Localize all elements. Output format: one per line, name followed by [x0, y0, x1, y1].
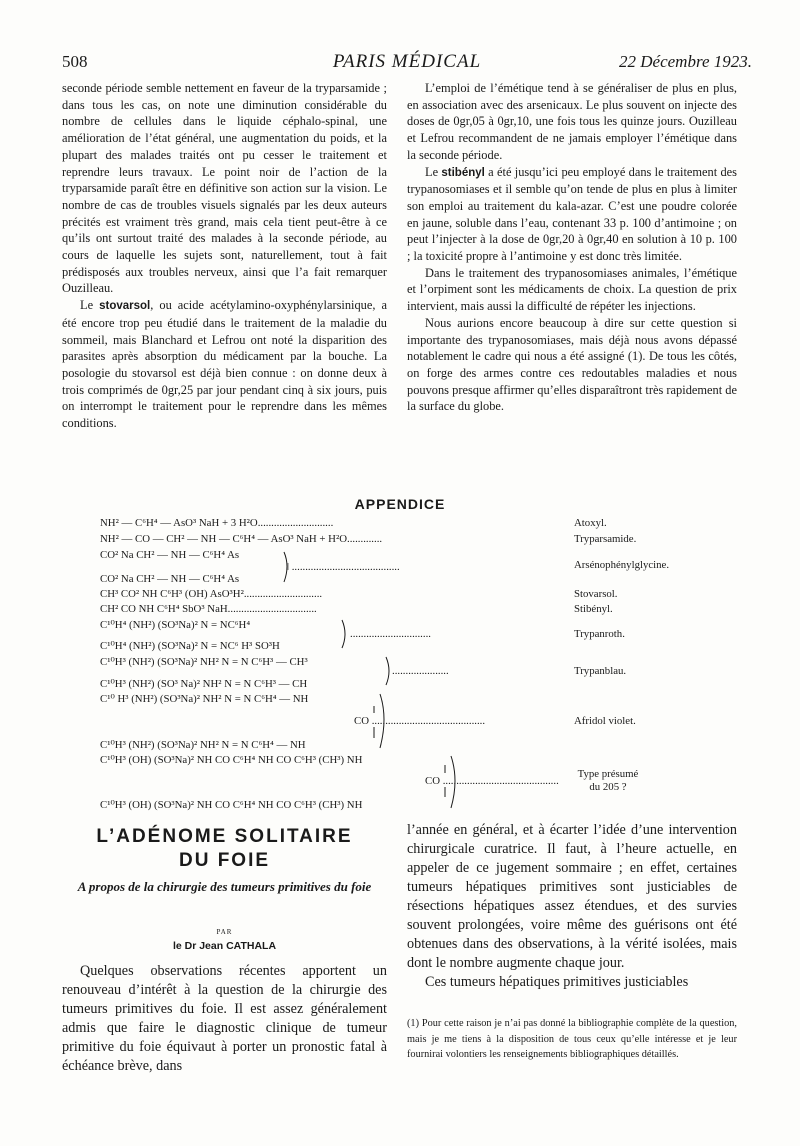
article-title-line2: DU FOIE: [178, 850, 271, 871]
paragraph: L’emploi de l’émétique tend à se généraliser de plus en plus, en association avec des arsenicaux. Le plus souvent on injecte des doses de 0gr,05 à 0gr,10, une fois tous les quinze jours. Ouzilleau et Lefrou recommandent de ne jamais employer l’émétique dans la seconde période.: [407, 81, 737, 162]
formula-205-2: C¹⁰H³ (OH) (SO³Na)² NH CO C⁶H⁴ NH CO C⁶H³ (CH³) NH: [100, 799, 363, 811]
formula-trypanroth-2: C¹⁰H⁴ (NH²) (SO³Na)² N = NC⁶ H³ SO³H: [100, 640, 280, 652]
label-afridol: Afridol violet.: [574, 715, 636, 727]
issue-date: 22 Décembre 1923.: [619, 52, 752, 71]
brace-arseno: [284, 552, 287, 582]
label-trypanblau: Trypanblau.: [574, 665, 627, 677]
brace-205: [451, 756, 455, 808]
brace-trypanblau: [386, 657, 389, 685]
paragraph: Dans le traitement des trypanosomiases animales, l’émétique et l’orpiment sont les médicaments de choix. La question de prix intervient, mais aussi la difficulté de répéter les injections.: [407, 265, 737, 314]
formula-stibenyl: CH² CO NH C⁶H⁴ SbO³ NaH.................................: [100, 603, 317, 615]
paragraph: l’année en général, et à écarter l’idée d’une intervention chirurgicale curatrice. Il faut, à l’heure actuelle, en appeler de ce jugement sommaire ; en effet, certaines tumeurs hépatiques primitives sont justiciables de résections hépatiques assez étendues, et des survies souvent prolongées, voire même des guérisons ont été obtenues dans des observations, à la vérité isolées, mais dont le nombre augmente chaque jour.: [407, 822, 737, 971]
formula-trypanroth-link: ..............................: [350, 628, 431, 640]
brace-afridol: [380, 694, 384, 748]
formula-trypanblau-1: C¹⁰H³ (NH²) (SO³Na)² NH² N = N C⁶H³ — CH³: [100, 656, 308, 668]
formula-tryparsamide: NH² — CO — CH² — NH — C⁶H⁴ — AsO³ NaH + H²O.............: [100, 533, 383, 545]
label-tryparsamide: Tryparsamide.: [574, 533, 637, 545]
article-column-left: [62, 962, 387, 1076]
formula-trypanblau-link: .....................: [392, 665, 449, 677]
formula-afridol-2: C¹⁰H³ (NH²) (SO³Na)² NH² N = N C⁶H⁴ — NH: [100, 739, 306, 751]
formula-arseno-link: ‖ ........................................: [286, 561, 400, 573]
formula-205-1: C¹⁰H³ (OH) (SO³Na)² NH CO C⁶H⁴ NH CO C⁶H³ (CH³) NH: [100, 754, 363, 766]
article-column-right: [407, 821, 737, 992]
formula-afridol-1: C¹⁰ H³ (NH²) (SO³Na)² NH² N = N C⁶H⁴ — NH: [100, 693, 309, 705]
paragraph: Quelques observations récentes apportent un renouveau d’intérêt à la question de la chirurgie des tumeurs primitives du foie. Il est assez généralement admis que faire le diagnostic clinique de tumeur primitive du foie équivaut à porter un pronostic fatal à échéance brève, dans: [62, 963, 387, 1074]
formula-trypanroth-1: C¹⁰H⁴ (NH²) (SO³Na)² N = NC⁶H⁴: [100, 619, 251, 631]
label-arsenophenylglycine: Arsénophénylglycine.: [574, 559, 670, 571]
page-number: 508: [62, 52, 88, 71]
formula-arseno-1: CO² Na CH² — NH — C⁶H⁴ As: [100, 549, 240, 561]
paragraph-stibenyl: Le stibényl a été jusqu’ici peu employé dans le traitement des trypanosomiases et il semble qu’on tende de plus en plus à limiter son emploi au traitement du kala-azar. C’est une poudre colorée en jaune, soluble dans l’eau, contenant 33 p. 100 d’antimoine ; on peut l’injecter à la dose de 0gr,20 à 0gr,40 en solution à 10 p. 100 ; la toxicité propre à l’antimoine y est donc très limitée.: [407, 164, 737, 264]
byline-par: PAR: [216, 928, 233, 936]
label-stibenyl: Stibényl.: [574, 603, 613, 615]
appendix-title: APPENDICE: [354, 496, 446, 512]
article-title-line1: L’ADÉNOME SOLITAIRE: [96, 826, 353, 847]
paragraph: Nous aurions encore beaucoup à dire sur cette question si importante des trypanosomiases, mais déjà nous avons dépassé notablement le cadre qui nous a été assigné (1). De tous les côtés, on forge des armes contre ces redoutables maladies et nous pouvons presque affirmer qu’elles disparaîtront très rapidement de la surface du globe.: [407, 315, 737, 414]
paragraph-stovarsol: Le stovarsol, ou acide acétylamino-oxyphénylarsinique, a été encore trop peu étudié dans le traitement de la maladie du sommeil, mais Blanchard et Lefrou ont noté la disparition des parasites après absorption du médicament par la bouche. La posologie du stovarsol est déjà bien connue : on donne deux à trois comprimés de 0gr,25 par jour pendant cinq à six jours, puis on interrompt le traitement pour le reprendre dans les mêmes conditions.: [62, 298, 387, 431]
label-trypanroth: Trypanroth.: [574, 628, 625, 640]
term-stibenyl: stibényl: [441, 166, 485, 179]
formula-stovarsol: CH³ CO² NH C⁶H³ (OH) AsO³H².............................: [100, 588, 323, 600]
formula-trypanblau-2: C¹⁰H³ (NH²) (SO³ Na)² NH² N = N C⁶H³ — CH: [100, 678, 308, 690]
brace-trypanroth: [342, 620, 345, 648]
label-atoxyl: Atoxyl.: [574, 517, 607, 529]
label-type-205: Type présumé du 205 ?: [577, 768, 639, 793]
formula-205-link: CO ...........................................: [425, 775, 559, 787]
journal-title: PARIS MÉDICAL: [332, 51, 482, 72]
article-subtitle: A propos de la chirurgie des tumeurs primitives du foie: [77, 879, 372, 894]
formula-atoxyl: NH² — C⁶H⁴ — AsO³ NaH + 3 H²O............................: [100, 517, 334, 529]
formula-afridol-link: CO ..........................................: [354, 715, 486, 727]
paragraph: Ces tumeurs hépatiques primitives justiciables: [425, 974, 689, 990]
article-author: le Dr Jean CATHALA: [172, 940, 277, 952]
term-stovarsol: stovarsol: [99, 300, 151, 313]
formula-arseno-2: CO² Na CH² — NH — C⁶H⁴ As: [100, 573, 240, 585]
paragraph: seconde période semble nettement en faveur de la tryparsamide ; dans tous les cas, on note une diminution considérable du nombre de cellules dans le liquide céphalo-spinal, une amélioration de l’état général, une augmentation du poids, et la plupart des malades traités ont pu cesser le traitement et reprendre leurs travaux. Le point noir de l’action de la tryparsamide paraît être en définitive son action sur la vision. Le nombre de cas de troubles visuels signalés par les deux auteurs précités est vraiment très grand, mais cela tient peut-être à ce qu’ils ont surtout traité des malades à la seconde période, au cours de laquelle les sujets sont, naturellement, tout à fait prédisposés aux troubles nerveux, ainsi que l’a fait remarquer Ouzilleau.: [62, 81, 387, 296]
footnote: (1) Pour cette raison je n’ai pas donné la bibliographie complète de la question, mais je me tiens à la disposition de tous ceux qu’elle intéresse et je leur fournirai volontiers les renseignements bibliographiques détaillés.: [407, 1018, 737, 1060]
label-stovarsol: Stovarsol.: [574, 588, 618, 600]
